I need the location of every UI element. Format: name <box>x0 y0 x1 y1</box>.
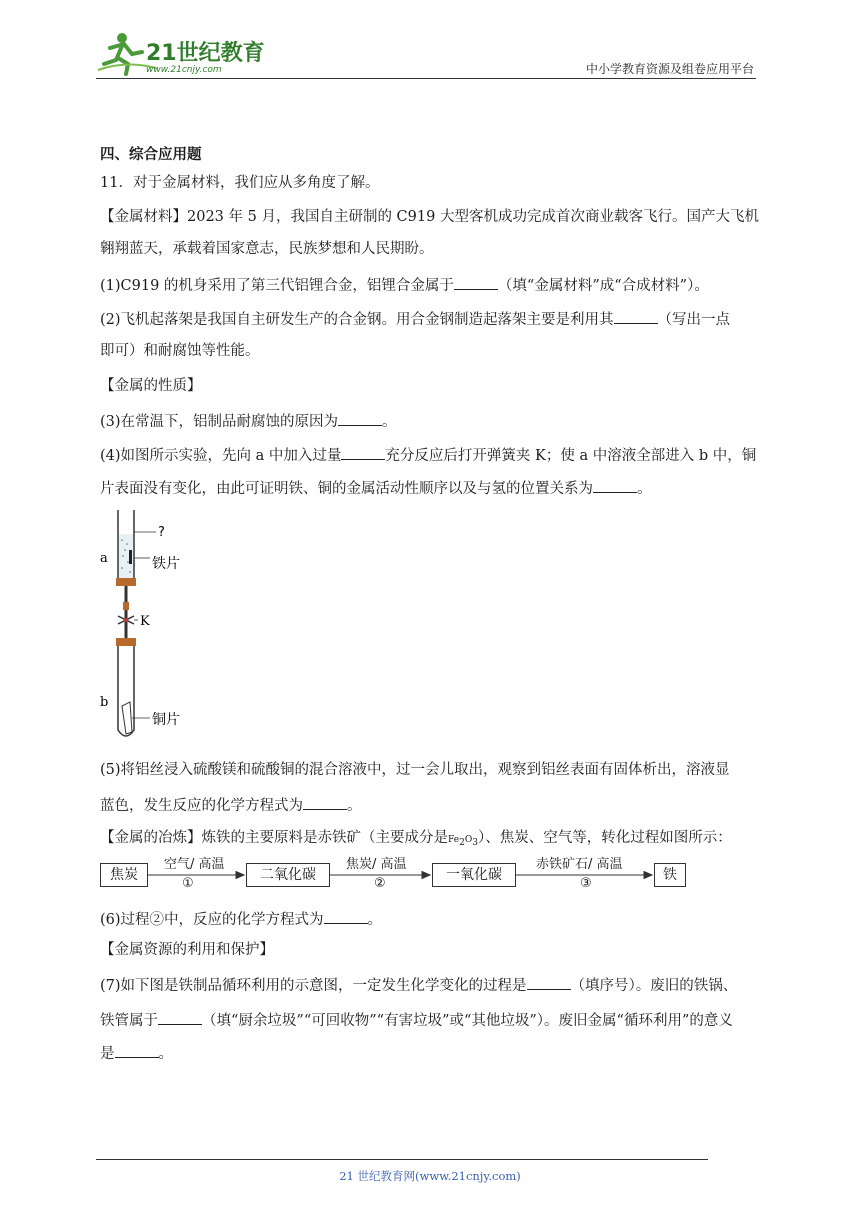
flow-box-co: 一氧化碳 <box>432 863 516 887</box>
formula-fe: Fe <box>448 835 460 845</box>
question-7-line2 <box>100 1010 733 1030</box>
question-4-line1 <box>100 445 756 465</box>
q1-blank[interactable] <box>454 275 498 290</box>
smelting-tag: 【金属的冶炼】 <box>100 830 202 846</box>
q5-text-b: 蓝色，发生反应的化学方程式为 <box>100 798 303 814</box>
q7-blank-2[interactable] <box>158 1010 202 1025</box>
logo-text: 21世纪教育 <box>146 41 265 66</box>
q4-text-d: 。 <box>637 481 652 497</box>
flow-arrow1-condition: 空气/ 高温 <box>164 857 225 872</box>
stopper-b <box>116 638 136 646</box>
flow-box-iron: 铁 <box>654 863 686 887</box>
header-platform-text: 中小学教育资源及组卷应用平台 <box>585 62 754 76</box>
logo-url: www.21cnjy.com <box>146 65 222 75</box>
formula-sub-3: 3 <box>472 838 478 848</box>
question-intro: 11．对于金属材料，我们应从多角度了解。 <box>100 175 380 191</box>
flow-arrow2-condition: 焦炭/ 高温 <box>346 857 407 872</box>
iron-strip <box>129 550 132 564</box>
formula-sub-2: 2 <box>459 838 465 848</box>
question-2-line1 <box>100 309 730 329</box>
question-3 <box>100 411 397 431</box>
question-7-line3 <box>100 1043 173 1063</box>
flow-box-co2: 二氧化碳 <box>246 863 330 887</box>
q7-text-e: 是 <box>100 1046 115 1062</box>
fig-label-iron: 铁片 <box>152 556 180 572</box>
q1-text-a: (1)C919 的机身采用了第三代铝锂合金，铝锂合金属于 <box>100 278 454 294</box>
smelting-text-b: ）、焦炭、空气等，转化过程如图所示： <box>477 830 732 846</box>
question-5-line2 <box>100 795 362 815</box>
q3-text-a: (3)在常温下，铝制品耐腐蚀的原因为 <box>100 414 339 430</box>
flow-arrow3-condition: 赤铁矿石/ 高温 <box>536 857 623 872</box>
resources-tag: 【金属资源的利用和保护】 <box>100 942 274 958</box>
q7-text-c: 铁管属于 <box>100 1013 158 1029</box>
q7-text-b: （填序号）。废旧的铁锅、 <box>570 978 738 994</box>
q4-blank-1[interactable] <box>341 445 385 460</box>
materials-paragraph-line2: 翱翔蓝天，承载着国家意志，民族梦想和人民期盼。 <box>100 241 434 257</box>
materials-text-1: 2023 年 5 月，我国自主研制的 C919 大型客机成功完成首次商业载客飞行。国产大飞机 <box>187 209 759 225</box>
flow-arrows <box>0 868 860 880</box>
footer-text[interactable]: 21 世纪教育网(www.21cnjy.com) <box>339 1169 521 1183</box>
flow-box-coke: 焦炭 <box>100 863 148 887</box>
q2-blank[interactable] <box>614 309 658 324</box>
smelting-paragraph <box>100 829 732 852</box>
smelting-text-a: 炼铁的主要原料是赤铁矿（主要成分是 <box>201 830 448 846</box>
q5-text-c: 。 <box>347 798 362 814</box>
arrow-right-icon <box>644 872 652 879</box>
fig-label-b: b <box>100 695 109 710</box>
q4-text-a: (4)如图所示实验，先向 a 中加入过量 <box>100 448 342 464</box>
q4-blank-2[interactable] <box>593 478 637 493</box>
q6-blank[interactable] <box>324 909 368 924</box>
q6-text-a: (6)过程②中，反应的化学方程式为 <box>100 912 324 928</box>
flow-arrow1-step: ① <box>182 876 194 891</box>
question-6 <box>100 909 382 929</box>
q5-blank[interactable] <box>303 795 347 810</box>
section-title: 四、综合应用题 <box>100 147 202 163</box>
materials-paragraph-line1 <box>100 208 759 226</box>
fig-label-a: a <box>100 551 108 566</box>
question-1 <box>100 275 709 295</box>
q3-blank[interactable] <box>338 411 382 426</box>
q2-text-a: (2)飞机起落架是我国自主研发生产的合金钢。用合金钢制造起落架主要是利用其 <box>100 312 614 328</box>
q1-text-b: （填“金属材料”成“合成材料”）。 <box>497 278 709 294</box>
question-5-line1: (5)将铝丝浸入硫酸镁和硫酸铜的混合溶液中，过一会儿取出，观察到铝丝表面有固体析出，溶液显 <box>100 762 730 778</box>
q6-text-b: 。 <box>367 912 383 928</box>
q7-blank-1[interactable] <box>527 975 571 990</box>
footer-divider <box>96 1159 708 1160</box>
q7-text-d: （填“厨余垃圾”“可回收物”“有害垃圾”或“其他垃圾”）。废旧金属“循环利用”的意义 <box>202 1013 733 1029</box>
copper-strip <box>122 702 132 734</box>
q4-text-c: 片表面没有变化，由此可证明铁、铜的金属活动性顺序以及与氢的位置关系为 <box>100 481 593 497</box>
materials-tag: 【金属材料】 <box>100 209 187 225</box>
header-divider <box>96 78 756 79</box>
q7-text-a: (7)如下图是铁制品循环利用的示意图，一定发生化学变化的过程是 <box>100 978 527 994</box>
q3-text-b: 。 <box>382 414 397 430</box>
stopper-a <box>116 578 136 586</box>
properties-tag: 【金属的性质】 <box>100 378 202 394</box>
arrow-right-icon <box>236 872 244 879</box>
q2-text-b: （写出一点 <box>657 312 731 328</box>
question-4-line2 <box>100 478 652 498</box>
flow-arrow2-step: ② <box>374 876 386 891</box>
arrow-right-icon <box>422 872 430 879</box>
apparatus-figure <box>96 506 216 746</box>
q7-blank-3[interactable] <box>115 1043 159 1058</box>
flow-arrow3-step: ③ <box>580 876 592 891</box>
site-logo <box>96 30 266 76</box>
question-7-line1 <box>100 975 737 995</box>
formula-o: O <box>464 835 473 845</box>
fig-label-k: K <box>140 614 150 629</box>
q7-text-f: 。 <box>158 1046 173 1062</box>
fig-label-copper: 铜片 <box>152 712 180 728</box>
question-2-line2: 即可）和耐腐蚀等性能。 <box>100 343 260 359</box>
q4-text-b: 充分反应后打开弹簧夹 K；使 a 中溶液全部进入 b 中，铜 <box>385 448 757 464</box>
tube-b <box>116 638 136 736</box>
tube-a <box>116 510 136 586</box>
fig-label-question: ? <box>158 525 165 540</box>
